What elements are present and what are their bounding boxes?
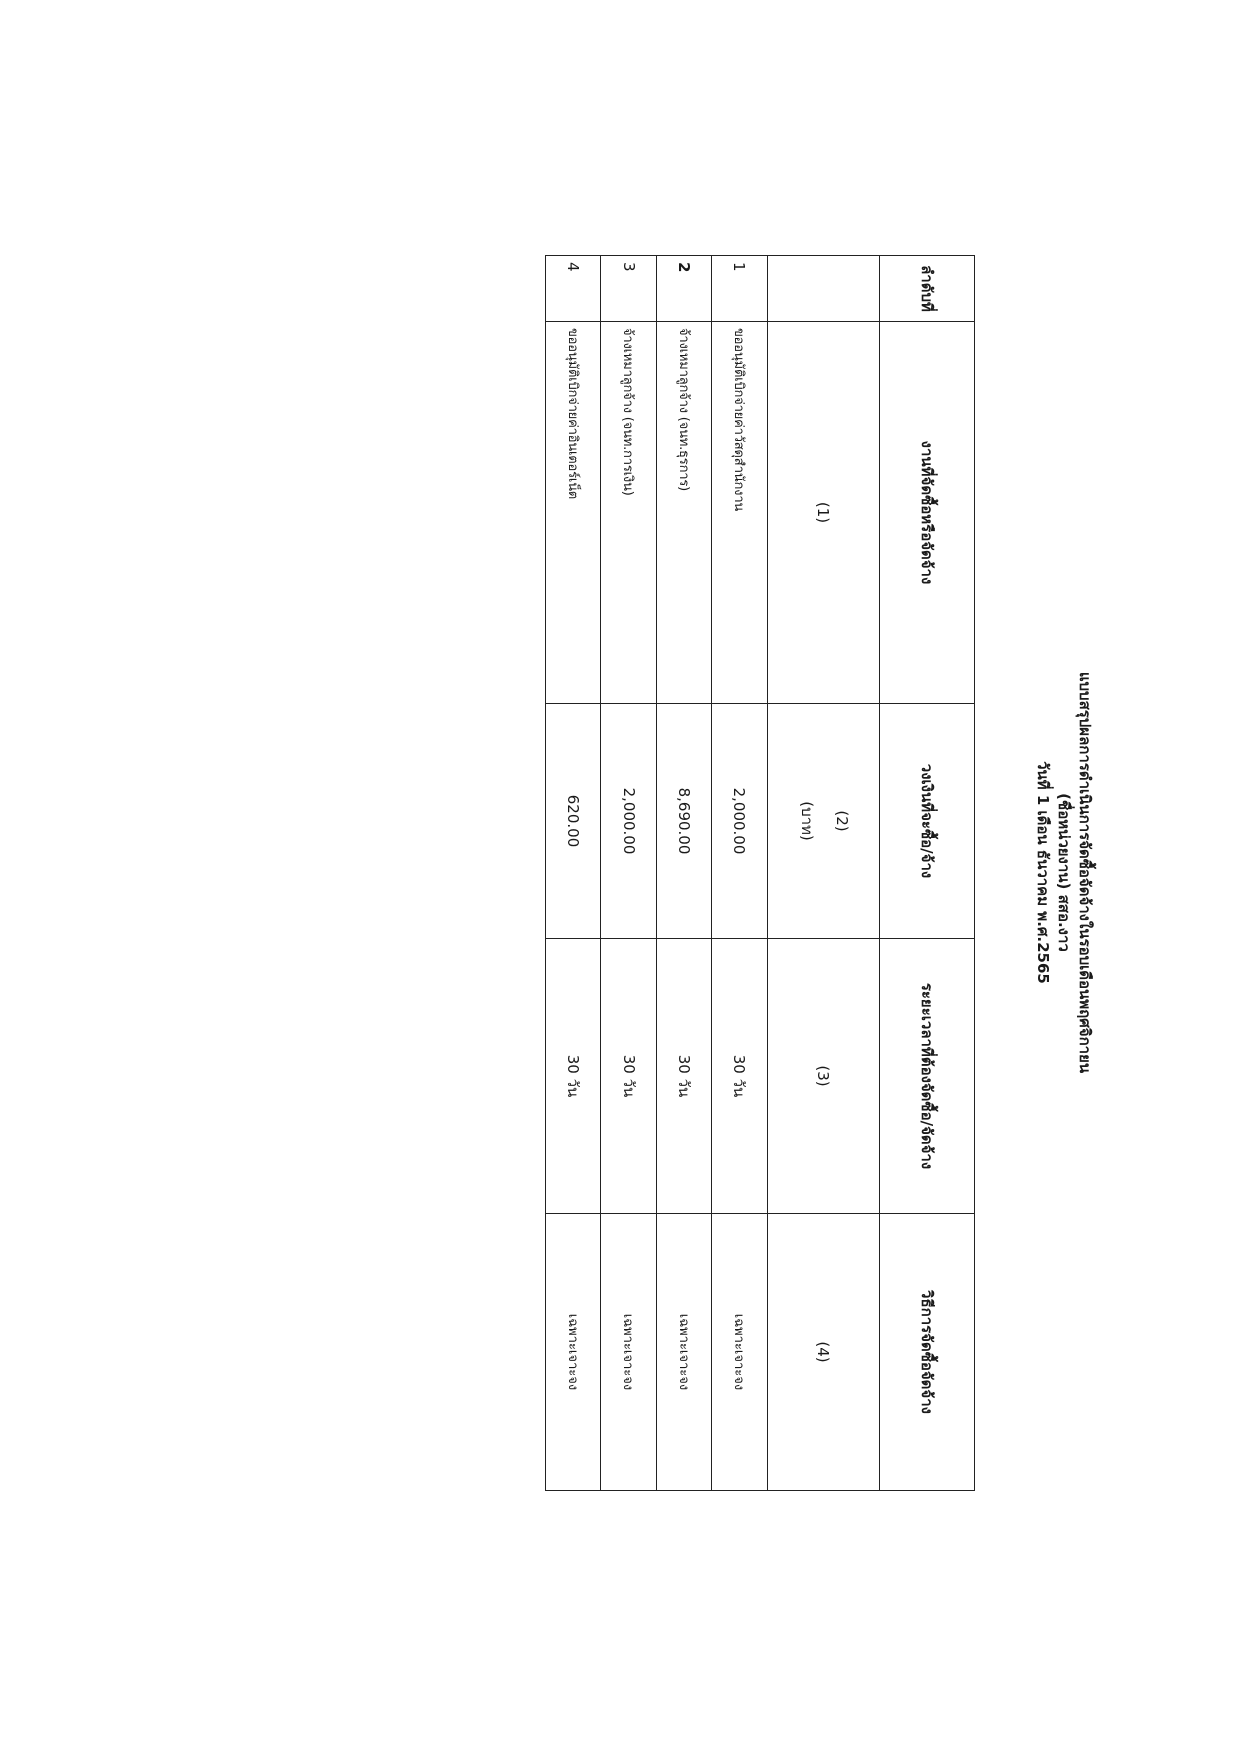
row-no: 2 (656, 256, 711, 322)
row-task: ขออนุมัติเบิกจ่ายค่าอินเตอร์เน็ต (546, 322, 601, 704)
row-duration: 30 วัน (712, 939, 767, 1214)
row-amount: 2,000.00 (601, 704, 656, 939)
row-no: 4 (546, 256, 601, 322)
row-method: เฉพาะเจาะจง (546, 1214, 601, 1491)
row-amount: 8,690.00 (656, 704, 711, 939)
column-number-duration: (3) (767, 939, 879, 1214)
column-header-method: วิธีการจัดซื้อจัดจ้าง (879, 1214, 974, 1491)
column-number-amount (767, 704, 879, 939)
row-no: 3 (601, 256, 656, 322)
row-no: 1 (712, 256, 767, 322)
row-method: เฉพาะเจาะจง (712, 1214, 767, 1491)
document-date: วันที่ 1 เดือน ธันวาคม พ.ศ.2565 (1034, 761, 1052, 984)
column-header-amount (879, 704, 974, 939)
row-method: เฉพาะเจาะจง (656, 1214, 711, 1491)
row-amount: 620.00 (546, 704, 601, 939)
row-duration: 30 วัน (601, 939, 656, 1214)
row-amount: 2,000.00 (712, 704, 767, 939)
row-task: ขออนุมัติเบิกจ่ายค่าวัสดุสำนักงาน (712, 322, 767, 704)
column-header-amount-label: วงเงินที่จะซื้อ/จ้าง (917, 763, 936, 879)
table-row (601, 256, 656, 1491)
row-task: จ้างเหมาลูกจ้าง (จนท.การเงิน) (601, 322, 656, 704)
table-row (656, 256, 711, 1491)
table-header-row (879, 256, 974, 1491)
column-number-no (767, 256, 879, 322)
column-number-amount-label: (2) (833, 810, 852, 832)
column-number-task: (1) (767, 322, 879, 704)
column-header-amount-unit: (บาท) (798, 801, 817, 841)
row-method: เฉพาะเจาะจง (601, 1214, 656, 1491)
row-task: จ้างเหมาลูกจ้าง (จนท.ธุรการ) (656, 322, 711, 704)
document-header (1032, 255, 1095, 1490)
row-duration: 30 วัน (546, 939, 601, 1214)
table-row (712, 256, 767, 1491)
unit-name: (ชื่อหน่วยงาน) สสอ.งาว (1055, 793, 1073, 952)
document-page (545, 255, 1094, 1490)
column-number-method: (4) (767, 1214, 879, 1491)
procurement-summary-table (545, 255, 975, 1491)
column-number-row (767, 256, 879, 1491)
column-header-no: ลำดับที่ (879, 256, 974, 322)
row-duration: 30 วัน (656, 939, 711, 1214)
document-title: แบบสรุปผลการดำเนินการจัดซื้อจัดจ้างในรอบเดือนพฤศจิกายน (1076, 671, 1094, 1074)
column-header-task: งานที่จัดซื้อหรือจัดจ้าง (879, 322, 974, 704)
table-row (546, 256, 601, 1491)
column-header-duration: ระยะเวลาที่ต้องจัดซื้อ/จัดจ้าง (879, 939, 974, 1214)
